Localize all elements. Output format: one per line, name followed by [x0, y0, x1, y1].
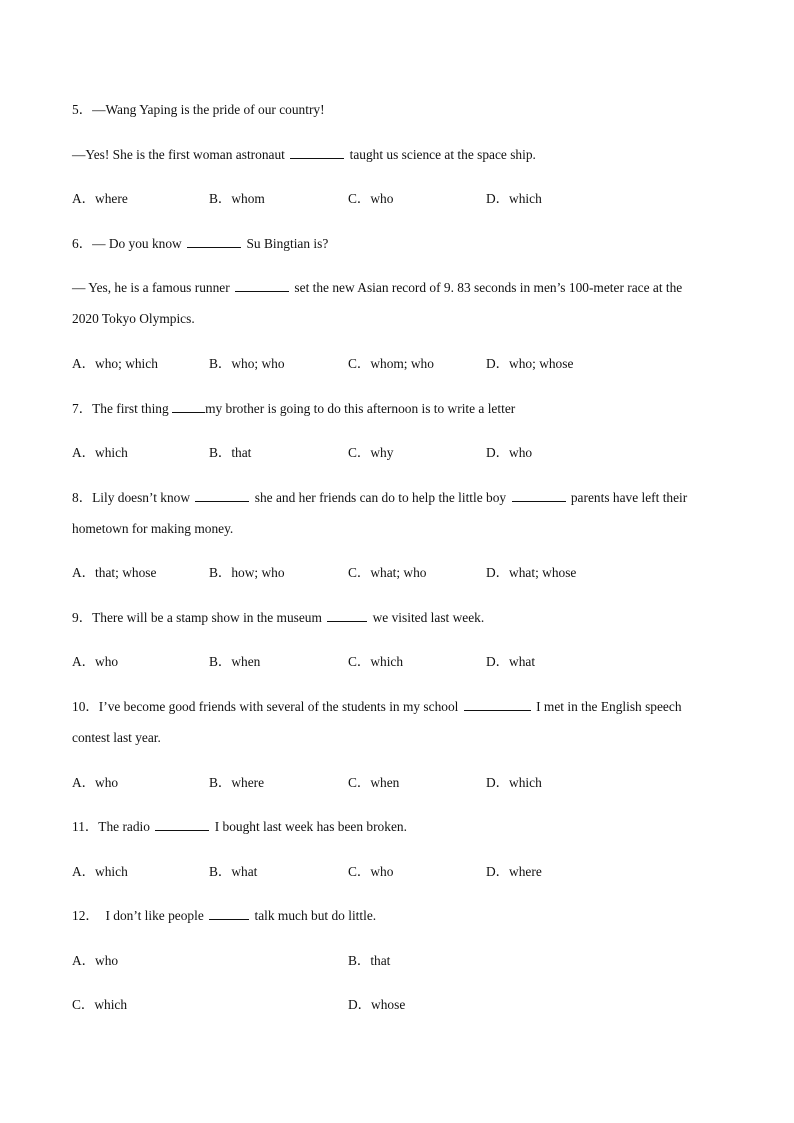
question-7-option-d: D．who: [486, 445, 533, 460]
answer-blank: [512, 489, 566, 502]
question-12-stem: [72, 907, 376, 925]
question-10-option-a: A．who: [72, 775, 119, 790]
question-6-option-c: C．whom; who: [348, 356, 434, 371]
question-8-text-a: 8．Lily doesn’t know: [72, 490, 191, 505]
answer-blank: [187, 235, 241, 248]
question-5-option-a: A．where: [72, 191, 128, 206]
question-9-stem: [72, 609, 484, 627]
question-6-text-d: set the new Asian record of 9. 83 seconds in men’s 100-meter race at the: [294, 280, 683, 295]
question-8-text-c: parents have left their: [570, 490, 688, 505]
question-10-text-b: I met in the English speech: [536, 699, 682, 714]
question-8-stem: [72, 489, 687, 507]
question-10-line2: contest last year.: [72, 730, 161, 745]
question-8-line2: hometown for making money.: [72, 521, 234, 536]
question-8-option-a: A．that; whose: [72, 565, 157, 580]
question-5-option-c: C．who: [348, 191, 394, 206]
question-12-text-b: talk much but do little.: [254, 908, 377, 923]
answer-blank: [327, 609, 367, 622]
question-12-option-d: D．whose: [348, 997, 406, 1012]
question-8-text-b: she and her friends can do to help the little boy: [254, 490, 507, 505]
question-12-option-a: A．who: [72, 953, 119, 968]
question-7-option-a: A．which: [72, 445, 128, 460]
question-6-text-c: — Yes, he is a famous runner: [72, 280, 230, 295]
question-5-option-d: D．which: [486, 191, 542, 206]
answer-blank: [290, 146, 344, 159]
question-5-line2: [72, 146, 536, 164]
question-10-option-d: D．which: [486, 775, 542, 790]
question-6-text-b: Su Bingtian is?: [246, 236, 329, 251]
question-5-option-b: B．whom: [209, 191, 265, 206]
question-12-option-c: C．which: [72, 997, 128, 1012]
question-7-option-b: B．that: [209, 445, 252, 460]
question-6-line3: 2020 Tokyo Olympics.: [72, 311, 195, 326]
question-6-option-d: D．who; whose: [486, 356, 574, 371]
question-9-text-b: we visited last week.: [372, 610, 485, 625]
question-6-line2: [72, 279, 682, 297]
question-10-option-c: C．when: [348, 775, 400, 790]
question-11-text-a: 11．The radio: [72, 819, 150, 834]
question-11-option-c: C．who: [348, 864, 394, 879]
question-9-text-a: 9．There will be a stamp show in the museum: [72, 610, 322, 625]
answer-blank: [235, 279, 289, 292]
question-9-option-c: C．which: [348, 654, 404, 669]
question-11-stem: [72, 818, 407, 836]
question-5-text-a: —Yes! She is the first woman astronaut: [72, 147, 285, 162]
question-7-stem: [72, 400, 515, 418]
question-11-option-d: D．where: [486, 864, 542, 879]
question-10-stem: [72, 698, 682, 716]
question-9-option-a: A．who: [72, 654, 119, 669]
question-8-option-c: C．what; who: [348, 565, 427, 580]
question-6-stem: [72, 235, 328, 253]
question-5-text-b: taught us science at the space ship.: [349, 147, 536, 162]
question-9-option-b: B．when: [209, 654, 261, 669]
answer-blank: [155, 818, 209, 831]
question-9-option-d: D．what: [486, 654, 536, 669]
question-6-option-b: B．who; who: [209, 356, 285, 371]
question-5-stem: 5．—Wang Yaping is the pride of our country!: [72, 102, 325, 117]
question-8-option-b: B．how; who: [209, 565, 285, 580]
question-7-option-c: C．why: [348, 445, 394, 460]
question-12-option-b: B．that: [348, 953, 391, 968]
question-11-text-b: I bought last week has been broken.: [214, 819, 407, 834]
question-8-option-d: D．what; whose: [486, 565, 577, 580]
question-6-option-a: A．who; which: [72, 356, 158, 371]
question-11-option-b: B．what: [209, 864, 258, 879]
question-10-text-a: 10．I’ve become good friends with several of the students in my school: [72, 699, 459, 714]
question-6-text-a: 6．— Do you know: [72, 236, 182, 251]
question-7-text-a: 7．The first thing: [72, 401, 169, 416]
question-10-option-b: B．where: [209, 775, 265, 790]
question-11-option-a: A．which: [72, 864, 128, 879]
question-12-text-a: 12． I don’t like people: [72, 908, 204, 923]
question-7-text-b: my brother is going to do this afternoon is to write a letter: [205, 401, 516, 416]
answer-blank: [195, 489, 249, 502]
answer-blank: [464, 698, 531, 711]
answer-blank: [209, 907, 249, 920]
answer-blank: [172, 400, 205, 413]
